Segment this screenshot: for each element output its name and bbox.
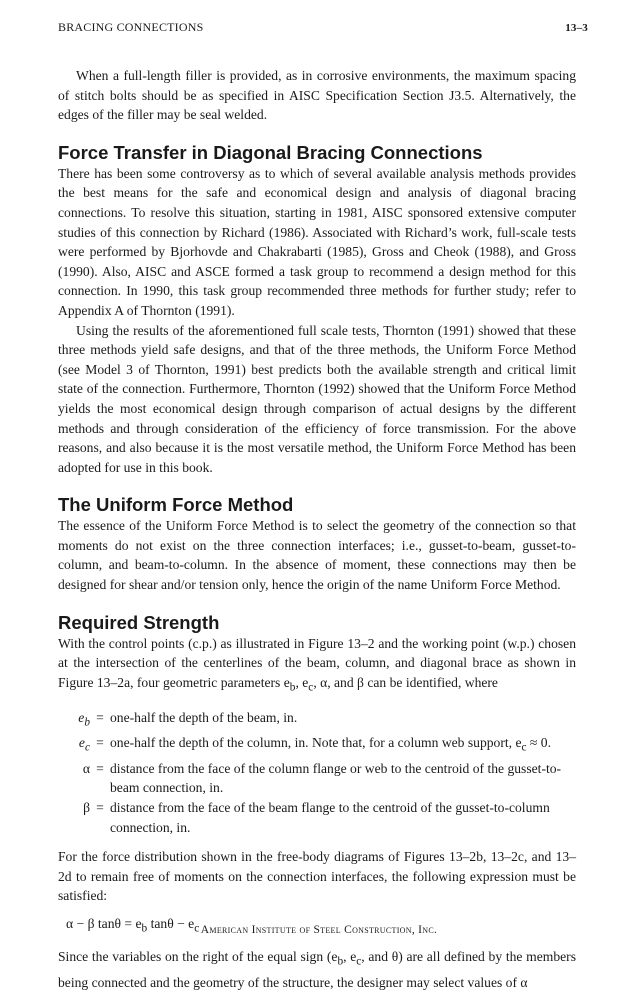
parameter-definitions <box>58 708 576 837</box>
page-body <box>58 66 576 992</box>
publisher-footer: American Institute of Steel Construction, Inc. <box>200 924 438 936</box>
required-strength-paragraph-2: For the force distribution shown in the free-body diagrams of Figures 13–2b, 13–2c, and 13–2d to remain free of moments on the connection interfaces, the following expression must be satisfied: <box>58 849 576 904</box>
force-transfer-paragraph-1: There has been some controversy as to which of several available analysis methods provides the best means for the safe and economical design and analysis of diagonal bracing connections. To resolve this situation, starting in 1981, AISC sponsored extensive computer studies of this connection by Richard (1986). Associated with Richard’s work, full-scale tests were performed by Bjorhovde and Chakrabarti (1985), Gross and Cheok (1988), and Gross (1990). Also, AISC and ASCE formed a task group to recommend a design method for this connection. In 1990, this task group recommended three methods for further study; refer to Appendix A of Thornton (1991). <box>58 165 576 318</box>
force-transfer-paragraph-2: Using the results of the aforementioned full scale tests, Thornton (1991) showed that these three methods yield safe designs, and that of the three methods, the Uniform Force Method (see Model 3 of Thornton, 1991) best predicts both the available strength and critical limit state of the connection. Furthermore, Thornton (1992) showed that the Uniform Force Method yields the most economical design through comparison of actual designs by the different methods and through consideration of the efficiency of force transmission. For the above reasons, and also because it is the most versatile method, the Uniform Force Method has been adopted for use in this book. <box>58 322 576 475</box>
definition-alpha: α = distance from the face of the column flange or web to the centroid of the gusset-to-beam connection, in. <box>82 760 562 796</box>
uniform-force-paragraph: The essence of the Uniform Force Method is to select the geometry of the connection so that moments do not exist on the three connection interfaces; i.e., gusset-to-beam, gusset-to-column, and beam-to-column. In the absence of moment, these connections may then be designed for shear and/or tension only, hence the origin of the name Uniform Force Method. <box>58 518 576 593</box>
intro-paragraph: When a full-length filler is provided, as in corrosive environments, the maximum spacing of stitch bolts should be as specified in AISC Specification Section J3.5. Alternatively, the edges of the filler may be seal welded. <box>58 68 576 123</box>
heading-uniform-force-method: The Uniform Force Method <box>58 494 294 516</box>
heading-force-transfer: Force Transfer in Diagonal Bracing Connections <box>58 141 483 163</box>
heading-required-strength: Required Strength <box>58 611 220 633</box>
page-number: 13–3 <box>565 22 588 34</box>
uniform-force-equation: α − β $\tan\theta = e_b$ $\tan\theta - e_c$ <box>66 915 200 935</box>
definition-beta: β = distance from the face of the beam flange to the centroid of the gusset-to-column connection, in. <box>83 799 550 835</box>
running-title: BRACING CONNECTIONS <box>58 20 204 34</box>
required-strength-paragraph-3: Since the variables on the right of the equal sign ($e_b$, $e_c$, and θ) are all defined by the members being connected and the geometry of the structure, the designer may select values of α <box>58 949 576 990</box>
running-header <box>58 20 588 36</box>
definition-eb: $e_b$ = one-half the depth of the beam, in. <box>78 710 298 729</box>
required-strength-paragraph-1: With the control points (c.p.) as illustrated in Figure 13–2 and the working point (w.p.) chosen at the intersection of the centerlines of the beam, column, and diagonal brace as shown in Figure 13–2a, four geometric parameters $e_b$, $e_c$, α, and β can be identified, where <box>58 635 576 694</box>
definition-ec: $e_c$ = one-half the depth of the column, in. Note that, for a column web support, $e_c \approx 0$. <box>78 735 551 755</box>
